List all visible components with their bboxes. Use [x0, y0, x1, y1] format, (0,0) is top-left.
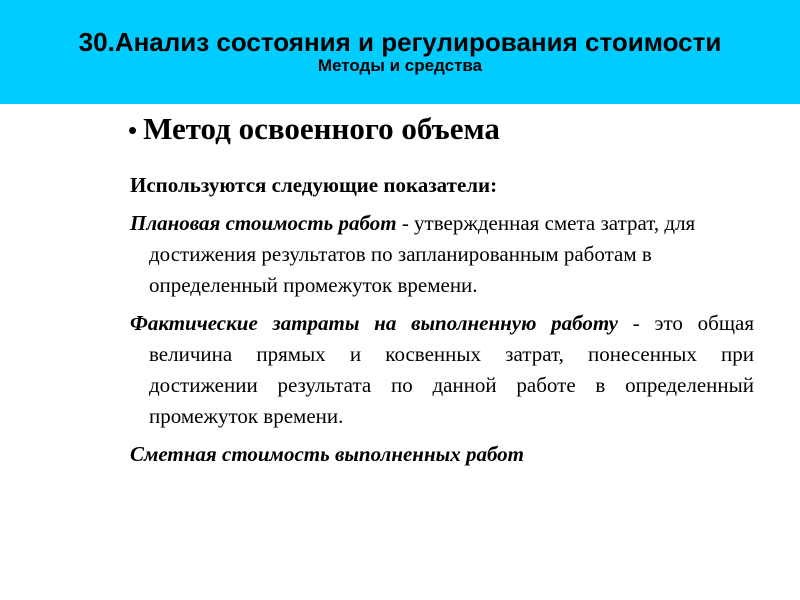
term-planned-cost: Плановая стоимость работ	[130, 211, 402, 235]
definition-planned-cost	[130, 208, 754, 301]
intro-text: Используются следующие показатели:	[130, 173, 498, 197]
definition-actual-cost	[130, 308, 754, 432]
bullet-heading-text: Метод освоенного объема	[143, 111, 500, 146]
description-planned-cost: - утвержденная смета затрат, для достижения результатов по запланированным работам в определенный промежуток времени.	[149, 211, 696, 297]
slide-subtitle: Методы и средства	[317, 56, 483, 75]
slide-title: 30.Анализ состояния и регулирования стоимости	[78, 27, 722, 57]
description-actual-cost: - это общая величина прямых и косвенных затрат, понесенных при достижении результата по данной работе в определенный промежуток времени.	[149, 311, 754, 428]
bullet-heading	[128, 111, 768, 148]
term-actual-cost: Фактические затраты на выполненную работу	[130, 311, 633, 335]
term-earned-value: Сметная стоимость выполненных работ	[130, 442, 524, 466]
slide-header	[0, 0, 800, 104]
slide-body	[130, 170, 754, 470]
definition-earned-value	[130, 439, 754, 470]
bullet-marker: •	[128, 115, 138, 145]
